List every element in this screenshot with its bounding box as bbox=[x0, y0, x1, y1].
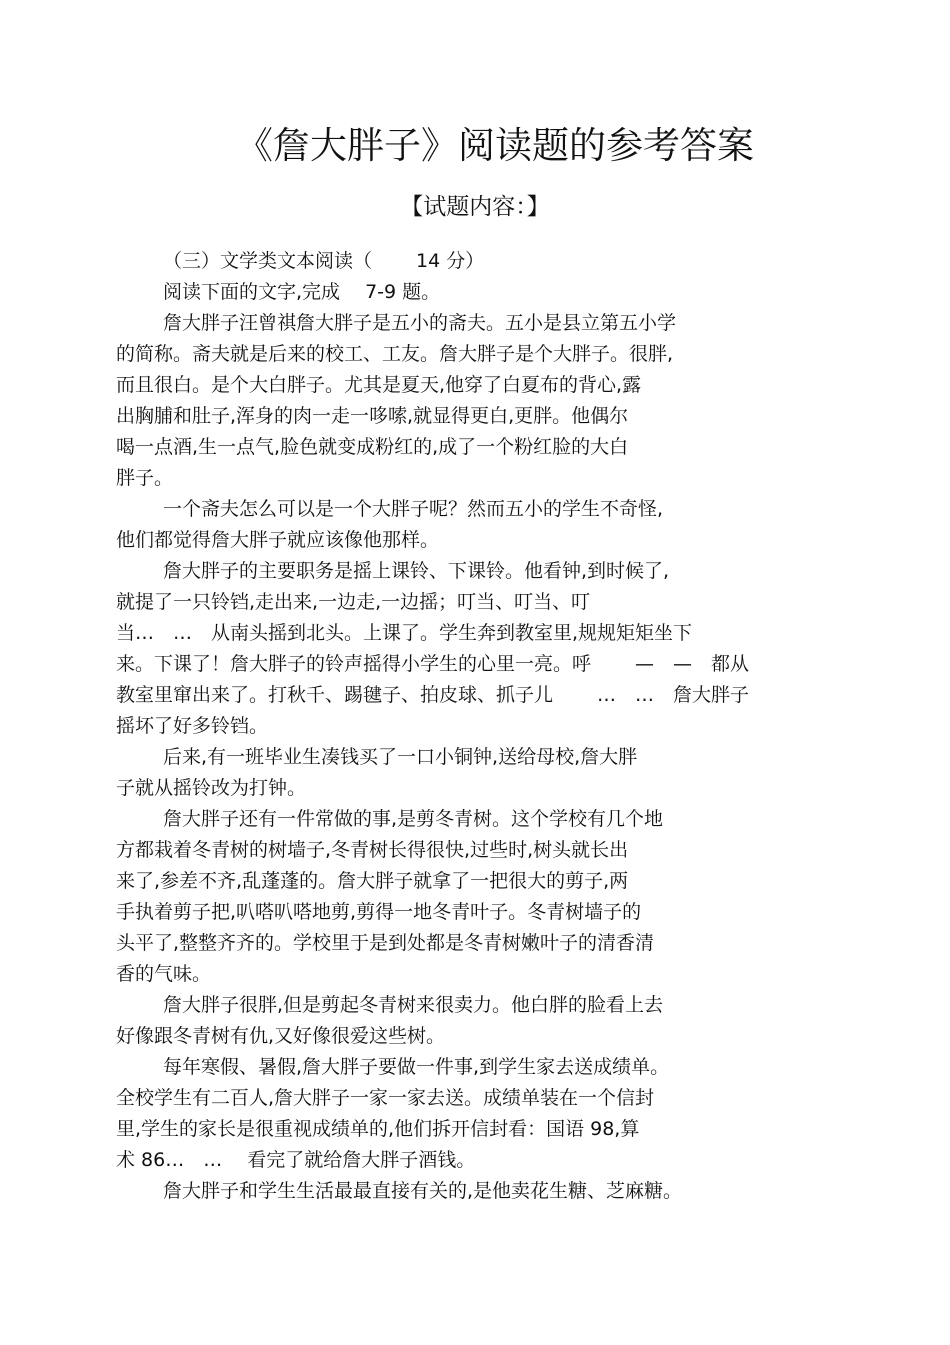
text-line: 阅读下面的文字,完成 7-9 题。 bbox=[163, 281, 441, 303]
text-line: 香的气味。 bbox=[116, 963, 212, 985]
text-line: 一个斋夫怎么可以是一个大胖子呢？然而五小的学生不奇怪, bbox=[163, 498, 664, 520]
text-line: 头平了,整整齐齐的。学校里于是到处都是冬青树嫩叶子的清香清 bbox=[116, 932, 655, 954]
text-line: 詹大胖子和学生生活最最直接有关的,是他卖花生糖、芝麻糖。 bbox=[163, 1180, 683, 1202]
text-line: 里,学生的家长是很重视成绩单的,他们拆开信封看：国语 98,算 bbox=[116, 1118, 640, 1140]
text-line: 每年寒假、暑假,詹大胖子要做一件事,到学生家去送成绩单。 bbox=[163, 1056, 670, 1078]
text-line: 全校学生有二百人,詹大胖子一家一家去送。成绩单装在一个信封 bbox=[116, 1087, 655, 1109]
text-line: 术 86… … 看完了就给詹大胖子酒钱。 bbox=[116, 1149, 476, 1171]
text-line: 詹大胖子汪曾祺詹大胖子是五小的斋夫。五小是县立第五小学 bbox=[163, 312, 677, 334]
text-line: 而且很白。是个大白胖子。尤其是夏天,他穿了白夏布的背心,露 bbox=[116, 374, 642, 396]
text-line: 喝一点酒,生一点气,脸色就变成粉红的,成了一个粉红脸的大白 bbox=[116, 436, 629, 458]
text-line: 当… … 从南头摇到北头。上课了。学生奔到教室里,规规矩矩坐下 bbox=[116, 622, 693, 644]
text-line: 教室里窜出来了。打秋千、踢毽子、拍皮球、抓子儿 … … 詹大胖子 bbox=[116, 684, 750, 706]
section-heading: 【试题内容：】 bbox=[400, 194, 550, 220]
text-line: 就提了一只铃铛,走出来,一边走,一边摇；叮当、叮当、叮 bbox=[116, 591, 591, 613]
article-body bbox=[116, 246, 856, 1207]
text-line: 他们都觉得詹大胖子就应该像他那样。 bbox=[116, 529, 440, 551]
text-line: 出胸脯和肚子,浑身的肉一走一哆嗦,就显得更白,更胖。他偶尔 bbox=[116, 405, 629, 427]
text-line: （三）文学类文本阅读（ 14 分） bbox=[163, 250, 485, 272]
text-line: 摇坏了好多铃铛。 bbox=[116, 715, 269, 737]
text-line: 来了,参差不齐,乱蓬蓬的。詹大胖子就拿了一把很大的剪子,两 bbox=[116, 870, 629, 892]
text-line: 詹大胖子的主要职务是摇上课铃、下课铃。他看钟,到时候了, bbox=[163, 560, 670, 582]
document-title: 《詹大胖子》阅读题的参考答案 bbox=[236, 124, 754, 167]
text-line: 詹大胖子还有一件常做的事,是剪冬青树。这个学校有几个地 bbox=[163, 808, 664, 830]
text-line: 子就从摇铃改为打钟。 bbox=[116, 777, 307, 799]
text-line: 后来,有一班毕业生凑钱买了一口小铜钟,送给母校,詹大胖 bbox=[163, 746, 638, 768]
text-line: 詹大胖子很胖,但是剪起冬青树来很卖力。他白胖的脸看上去 bbox=[163, 994, 664, 1016]
text-line: 的简称。斋夫就是后来的校工、工友。詹大胖子是个大胖子。很胖, bbox=[116, 343, 674, 365]
text-line: 方都栽着冬青树的树墙子,冬青树长得很快,过些时,树头就长出 bbox=[116, 839, 629, 861]
text-line: 好像跟冬青树有仇,又好像很爱这些树。 bbox=[116, 1025, 446, 1047]
text-line: 手执着剪子把,叭嗒叭嗒地剪,剪得一地冬青叶子。冬青树墙子的 bbox=[116, 901, 642, 923]
text-line: 来。下课了！詹大胖子的铃声摇得小学生的心里一亮。呼 — — 都从 bbox=[116, 653, 750, 675]
text-line: 胖子。 bbox=[116, 467, 174, 489]
